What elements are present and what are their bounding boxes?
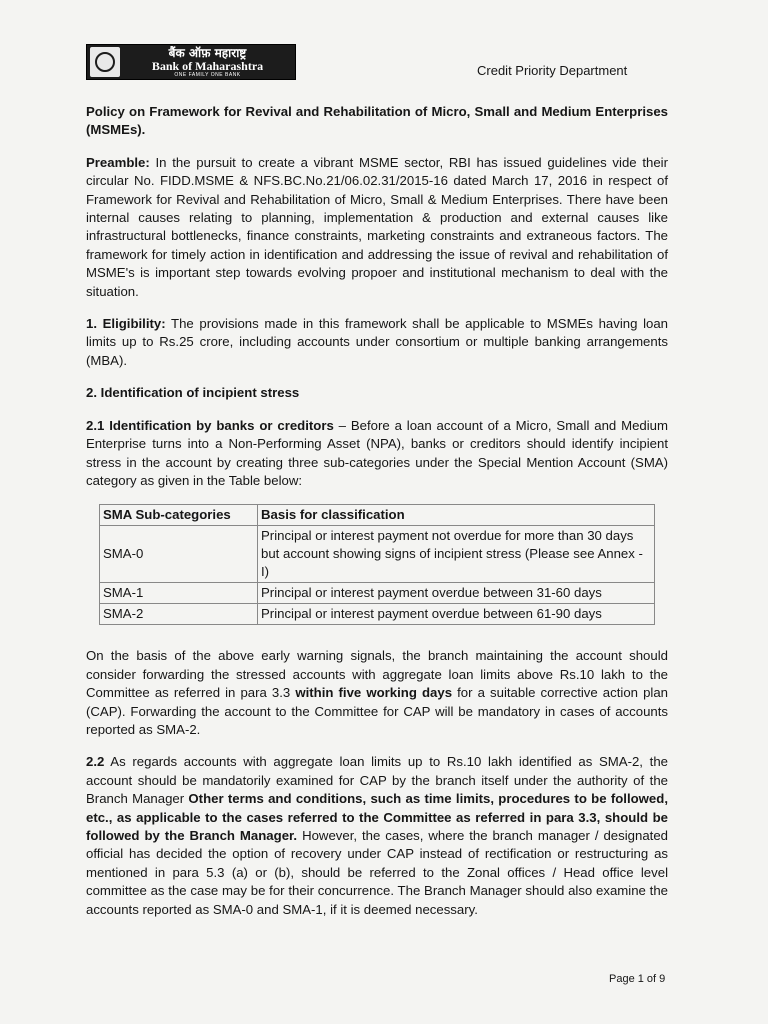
section-2-2-paragraph: 2.2 As regards accounts with aggregate loan limits up to Rs.10 lakh identified as SMA-2, the account should be mandatorily examined for CAP by the branch itself under the authority of the Branch Manager Other terms and conditions, such as time limits, procedures to be followed, etc., as applicable to the cases referred to the Committee as referred in para 3.3, should be followed by the Branch Manager. However, the cases, where the branch manager / designated official has decided the option of recovery under CAP instead of rectification or restructuring as mentioned in para 5.3 (a) or (b), should be referred to the Zonal offices / Head office level committee as the case may be for their concurrence. The Branch Manager should also examine the accounts reported as SMA-0 and SMA-1, if it is deemed necessary. <box>86 754 668 917</box>
table-cell: SMA-1 <box>100 583 258 604</box>
table-header-cell: Basis for classification <box>258 505 655 526</box>
table-header-row <box>100 505 655 526</box>
document-title: Policy on Framework for Revival and Rehabilitation of Micro, Small and Medium Enterprises (MSMEs). <box>86 104 668 138</box>
logo-english-text: Bank of Maharashtra <box>151 58 264 73</box>
table-row <box>100 526 655 583</box>
section-2-1-label: 2.1 Identification by banks or creditors <box>86 417 334 433</box>
eligibility-label: 1. Eligibility: <box>86 316 166 332</box>
preamble-label: Preamble: <box>86 154 150 170</box>
early-warning-paragraph: On the basis of the above early warning signals, the branch maintaining the account should consider forwarding the stressed accounts with aggregate loan limits above Rs.10 lakh to the Committee as referred in para 3.3 within five working days for a suitable corrective action plan (CAP). Forwarding the account to the Committee for CAP will be mandatory in cases of accounts reported as SMA-2. <box>86 648 669 737</box>
eligibility-paragraph <box>86 315 668 370</box>
section-2-1-paragraph <box>86 417 668 491</box>
table-cell: SMA-2 <box>100 604 258 625</box>
bank-logo <box>86 44 296 80</box>
bank-emblem-icon <box>90 47 120 77</box>
table-cell: Principal or interest payment overdue between 61-90 days <box>258 604 655 625</box>
logo-hindi-text: बैंक ऑफ़ महाराष्ट्र <box>168 45 247 60</box>
section-2-2-label: 2.2 <box>86 754 105 770</box>
preamble-paragraph <box>86 154 668 301</box>
preamble-text: In the pursuit to create a vibrant MSME sector, RBI has issued guidelines vide their circular No. FIDD.MSME & NFS.BC.No.21/06.02.31/2015-16 dated March 17, 2016 in respect of Framework for Revival and Rehabilitation of Micro, Small & Medium Enterprises. There have been internal causes relating to planning, implementation & production and external causes like infrastructural bottlenecks, finance constraints, marketing constraints and extraneous factors. The framework for timely action in identification and addressing the issue of revival and rehabilitation of MSME's is important step towards evolving propoer and institutional mechanism to deal with the situation. <box>86 154 668 299</box>
department-name: Credit Priority Department <box>477 63 628 78</box>
table-row <box>100 604 655 625</box>
eligibility-text: The provisions made in this framework shall be applicable to MSMEs having loan limits up to Rs.25 crore, including accounts under consortium or multiple banking arrangements (MBA). <box>86 316 668 368</box>
table-cell: Principal or interest payment not overdue for more than 30 days but account showing signs of incipient stress (Please see Annex - I) <box>258 526 655 583</box>
document-body <box>86 103 668 919</box>
logo-tagline: ONE FAMILY ONE BANK <box>174 71 241 78</box>
table-cell: Principal or interest payment overdue between 31-60 days <box>258 583 655 604</box>
table-row <box>100 583 655 604</box>
section-2-1-text: – Before a loan account of a Micro, Small and Medium Enterprise turns into a Non-Performing Asset (NPA), banks or creditors should identify incipient stress in the account by creating three sub-categories under the Special Mention Account (SMA) category as given in the Table below: <box>86 417 668 488</box>
sma-table <box>99 504 655 625</box>
table-cell: SMA-0 <box>100 526 258 583</box>
table-header-cell: SMA Sub-categories <box>100 505 258 526</box>
section-2-heading: 2. Identification of incipient stress <box>86 385 300 401</box>
page-number: Page 1 of 9 <box>609 973 666 985</box>
